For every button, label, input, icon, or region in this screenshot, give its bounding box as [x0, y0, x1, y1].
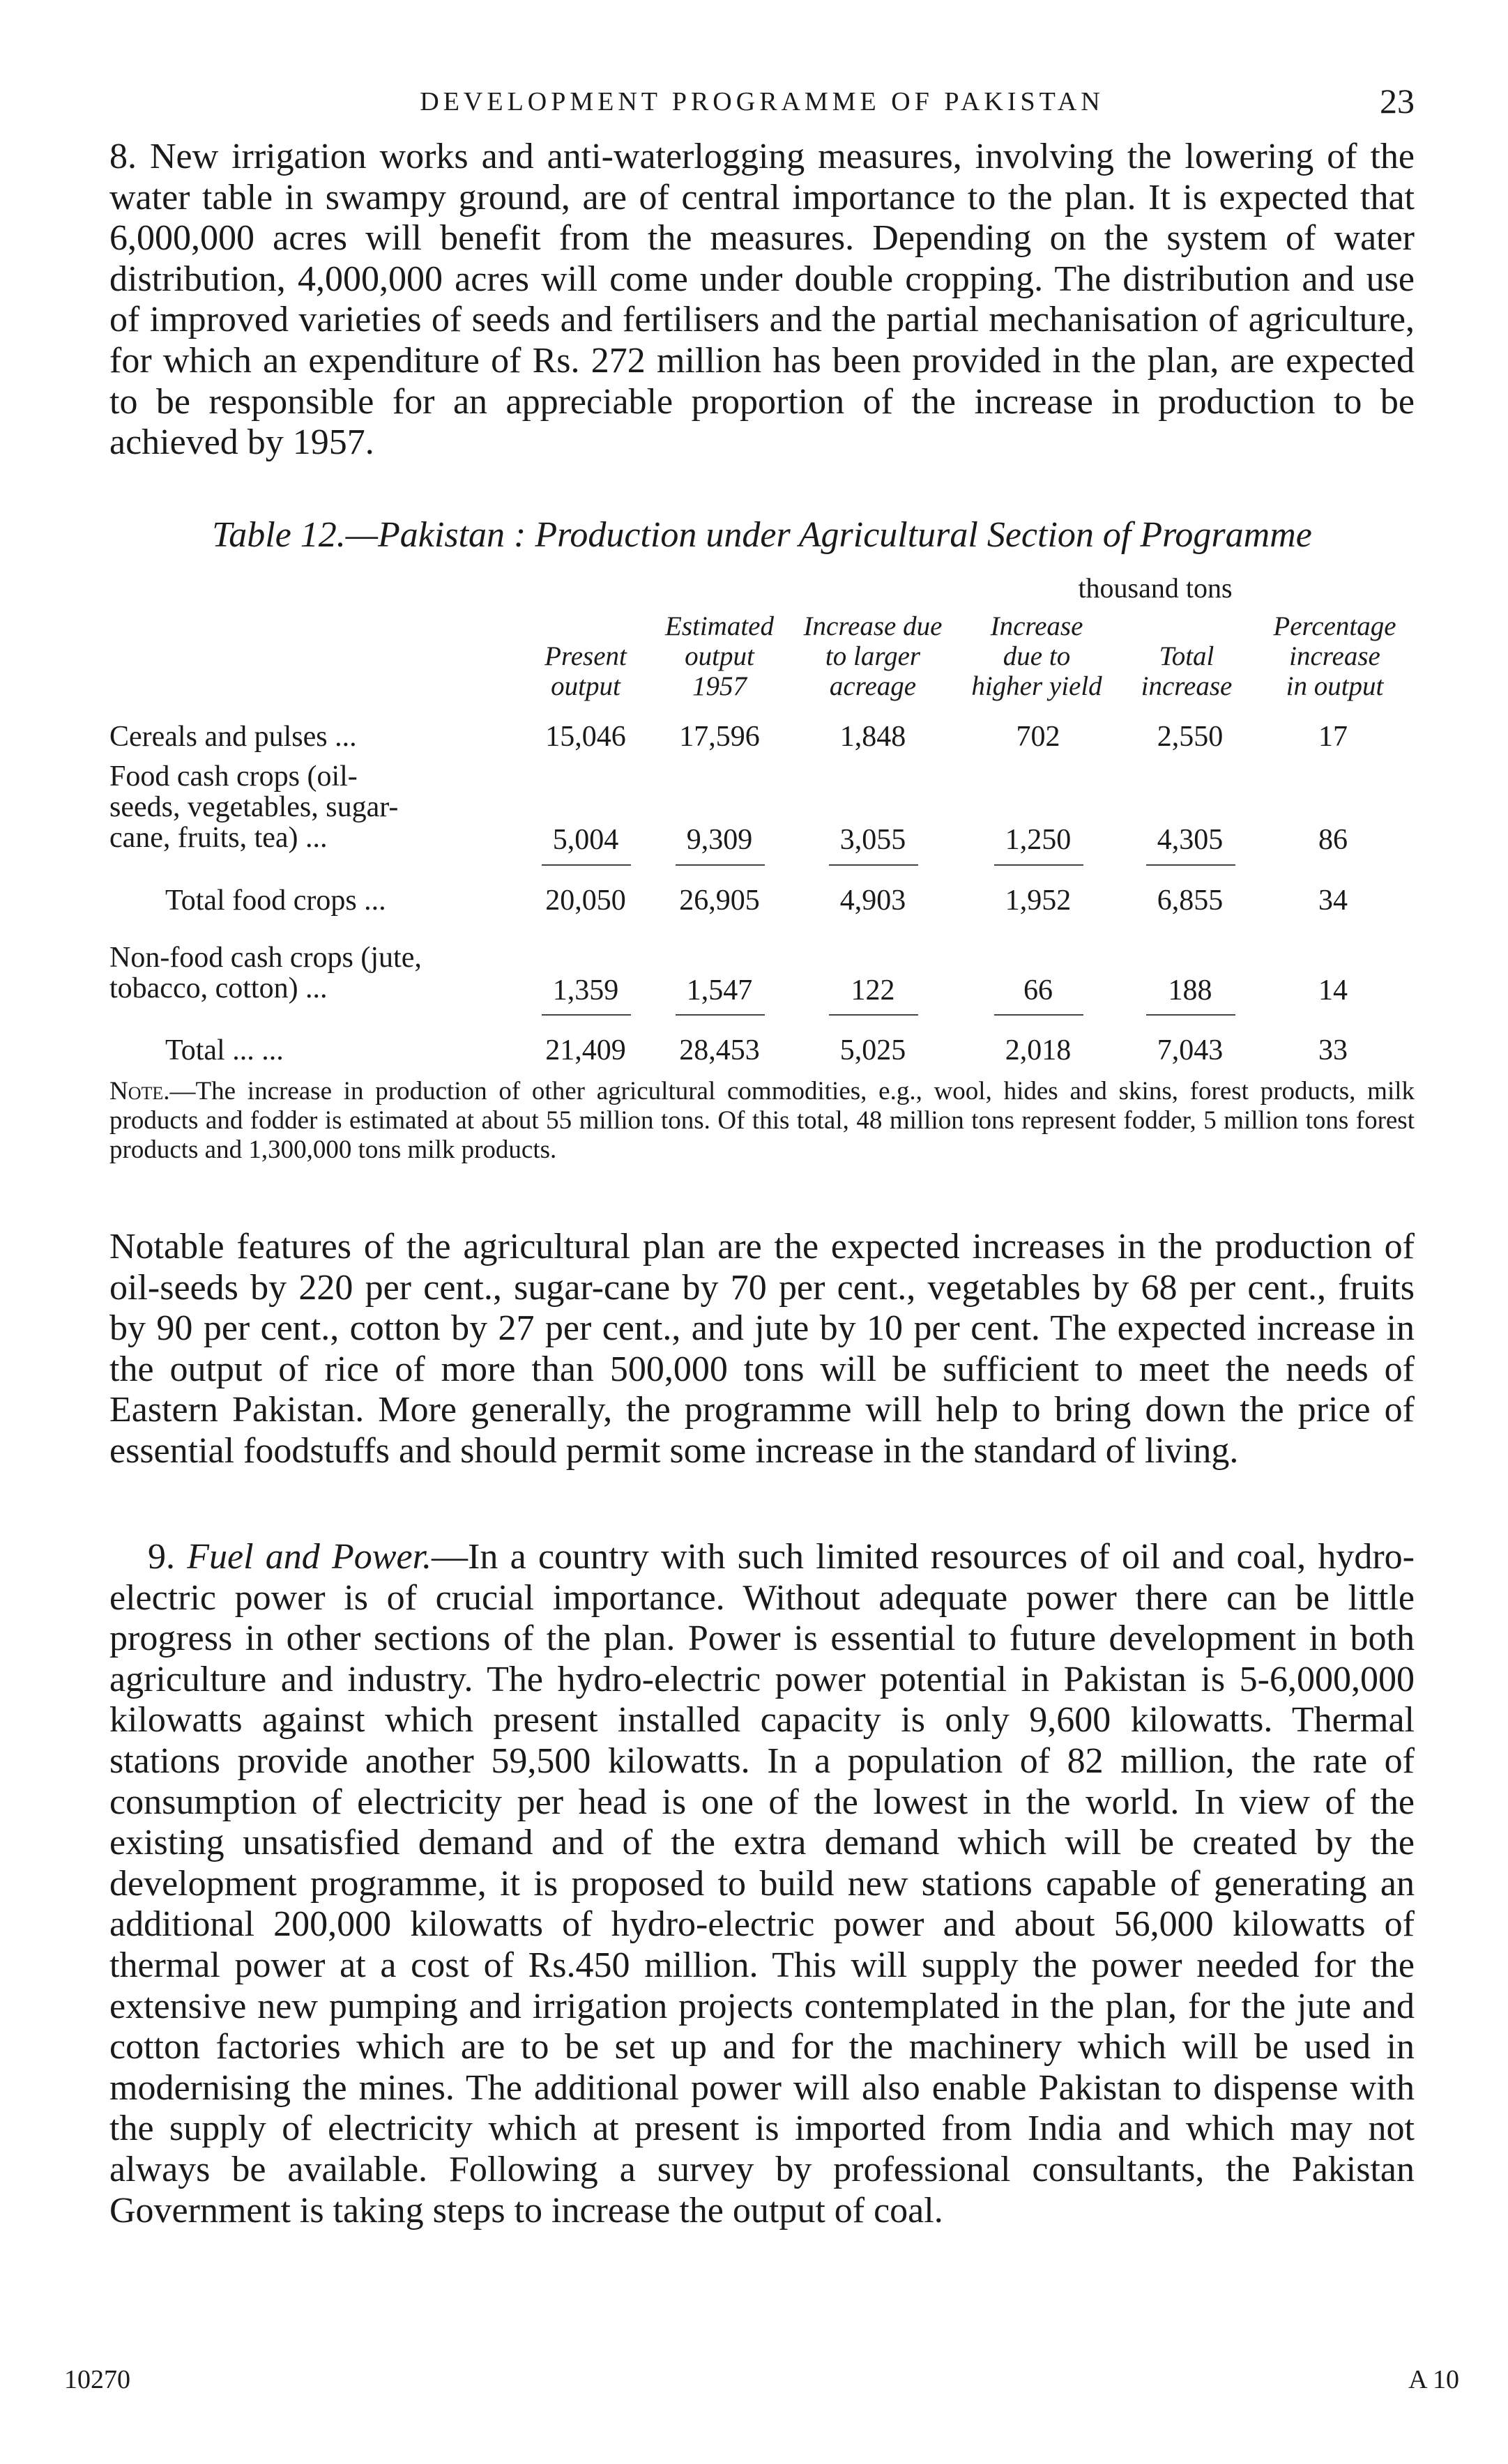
table-cell: 7,043 — [1157, 1034, 1224, 1066]
row-label-line: cane, fruits, tea) ... — [109, 822, 328, 854]
table-cell: 66 — [1023, 974, 1053, 1007]
note-text: —The increase in production of other agricultural commodities, e.g., wool, hides and skins, forest products, milk products and fodder is estimated at about 55 million tons. Of this total, 48 million tons represent fodder, 5 million tons forest products and 1,300,000 tons milk products. — [109, 1077, 1415, 1164]
paragraph-8-text: 8. New irrigation works and anti-waterlogging measures, involving the lowering of the water table in swampy ground, are of central importance to the plan. It is expected that 6,000,000 acres will benefit from the measures. Depending on the system of water distribution, 4,000,000 acres will come under double cropping. The distribution and use of improved varieties of seeds and fertilisers and the partial mechanisation of agriculture, for which an expenditure of Rs. 272 million has been provided in the plan, are expected to be responsible for an appreciable proportion of the increase in production to be achieved by 1957. — [109, 137, 1415, 463]
table-cell: 4,903 — [839, 885, 906, 917]
table-cell: 122 — [851, 974, 895, 1007]
col-percentage-increase — [1260, 611, 1410, 701]
table-title: Table 12.—Pakistan : Production under Agricultural Section of Programme — [212, 515, 1312, 555]
footer-signature: A 10 — [1408, 2365, 1459, 2394]
running-title: DEVELOPMENT PROGRAMME OF PAKISTAN — [420, 87, 1104, 116]
col-head-line: output — [551, 671, 620, 701]
table-cell: 4,305 — [1157, 824, 1224, 856]
row-label — [109, 761, 398, 853]
sum-rule — [829, 1014, 918, 1016]
paragraph-9-number: 9. — [148, 1537, 175, 1577]
col-increase-yield — [957, 611, 1117, 701]
paragraph-8 — [109, 137, 1415, 464]
table-cell: 5,025 — [839, 1034, 906, 1066]
col-head-line: output — [685, 641, 754, 671]
table-cell: 1,547 — [686, 974, 753, 1007]
table-cell: 702 — [1016, 721, 1060, 753]
table-cell: 26,905 — [679, 885, 760, 917]
page-number: 23 — [1380, 82, 1415, 121]
page-header — [109, 81, 1415, 123]
table-cell: 17 — [1318, 721, 1348, 753]
sum-rule — [1146, 864, 1235, 866]
table-cell: 21,409 — [545, 1034, 626, 1066]
table-cell: 34 — [1318, 885, 1348, 917]
col-head-line: Total — [1159, 641, 1214, 671]
paragraph-9-heading: Fuel and Power. — [187, 1537, 432, 1577]
sum-rule — [676, 1014, 765, 1016]
col-total-increase — [1120, 611, 1253, 701]
col-present-output — [526, 611, 645, 701]
table-cell: 2,018 — [1005, 1034, 1072, 1066]
table-cell: 1,250 — [1005, 824, 1072, 856]
row-label-line: Total food crops ... — [165, 885, 386, 917]
table-cell: 5,004 — [552, 824, 619, 856]
col-head-line: Increase due — [803, 611, 943, 641]
col-head-line: Increase — [990, 611, 1083, 641]
col-head-line: acreage — [829, 671, 917, 701]
sum-rule — [542, 864, 631, 866]
table-units: thousand tons — [1078, 572, 1233, 604]
table-cell: 20,050 — [545, 885, 626, 917]
table-cell: 14 — [1318, 974, 1348, 1007]
col-head-line — [1120, 611, 1253, 641]
table-cell: 188 — [1168, 974, 1212, 1007]
row-label-line: Food cash crops (oil- — [109, 760, 358, 793]
col-head-line: 1957 — [692, 671, 747, 701]
paragraph-9 — [109, 1537, 1415, 2231]
table-cell: 86 — [1318, 824, 1348, 856]
paragraph-notable-text: Notable features of the agricultural plan are the expected increases in the production of oil-seeds by 220 per cent., sugar-cane by 70 per cent., vegetables by 68 per cent., fruits by 90 per cent., cotton by 27 per cent., and jute by 10 per cent. The expected increase in the output of rice of more than 500,000 tons will be sufficient to meet the needs of Eastern Pakistan. More generally, the programme will help to bring down the price of essential foodstuffs and should permit some increase in the standard of living. — [109, 1227, 1415, 1471]
row-label — [109, 883, 386, 918]
col-head-line: due to — [1003, 641, 1071, 671]
table-cell: 1,359 — [552, 974, 619, 1007]
col-head-line: Estimated — [665, 611, 774, 641]
table-cell: 6,855 — [1157, 885, 1224, 917]
table-cell: 33 — [1318, 1034, 1348, 1066]
sum-rule — [994, 864, 1083, 866]
paragraph-9-body — [109, 1537, 1415, 2231]
row-label — [109, 1033, 284, 1068]
col-head-line: in output — [1286, 671, 1384, 701]
row-label — [109, 719, 357, 754]
footer-print-code: 10270 — [64, 2365, 130, 2394]
sum-rule — [994, 1014, 1083, 1016]
col-head-line: higher yield — [971, 671, 1102, 701]
col-head-line: Percentage — [1273, 611, 1396, 641]
row-label-line: Cereals and pulses ... — [109, 721, 357, 753]
paragraph-notable — [109, 1227, 1415, 1472]
sum-rule — [676, 864, 765, 866]
table-cell: 1,848 — [839, 721, 906, 753]
table-cell: 17,596 — [679, 721, 760, 753]
sum-rule — [542, 1014, 631, 1016]
row-label-line: tobacco, cotton) ... — [109, 972, 328, 1004]
sum-rule — [829, 864, 918, 866]
sum-rule — [1146, 1014, 1235, 1016]
note-lead: Note. — [109, 1077, 170, 1105]
table-cell: 9,309 — [686, 824, 753, 856]
table-cell: 15,046 — [545, 721, 626, 753]
table-cell: 3,055 — [839, 824, 906, 856]
row-label-line: Total ... ... — [165, 1034, 284, 1066]
table-note — [109, 1077, 1415, 1165]
col-head-line: to larger — [825, 641, 921, 671]
paragraph-9-text: —In a country with such limited resources of oil and coal, hydro-electric power is of crucial importance. Without adequate power there can be little progress in other sections of the plan. Power is essential to future development in both agriculture and industry. The hydro-electric power potential in Pakistan is 5-6,000,000 kilowatts against which present installed capacity is only 9,600 kilowatts. Thermal stations provide another 59,500 kilowatts. In a population of 82 million, the rate of consumption of electricity per head is one of the lowest in the world. In view of the existing unsatisfied demand and of the extra demand which will be created by the development programme, it is proposed to build new stations capable of generating an additional 200,000 kilowatts of hydro-electric power and about 56,000 kilowatts of thermal power at a cost of Rs.450 million. This will supply the power needed for the extensive new pumping and irrigation projects contemplated in the plan, for the jute and cotton factories which are to be set up and for the machinery which will be used in modernising the mines. The additional power will also enable Pakistan to dispense with the supply of electricity which at present is imported from India and which may not always be available. Following a survey by professional consultants, the Pakistan Government is taking steps to increase the output of coal. — [109, 1537, 1415, 2230]
row-label-line: seeds, vegetables, sugar- — [109, 791, 399, 823]
col-head-line: increase — [1289, 641, 1380, 671]
col-head-line — [526, 611, 645, 641]
col-increase-acreage — [789, 611, 957, 701]
row-label-line: Non-food cash crops (jute, — [109, 942, 422, 974]
col-head-line: increase — [1141, 671, 1233, 701]
col-estimated-output — [653, 611, 786, 701]
table-cell: 2,550 — [1157, 721, 1224, 753]
table-cell: 28,453 — [679, 1034, 760, 1066]
col-head-line: Present — [544, 641, 627, 671]
row-label — [109, 942, 422, 1004]
table-cell: 1,952 — [1005, 885, 1072, 917]
